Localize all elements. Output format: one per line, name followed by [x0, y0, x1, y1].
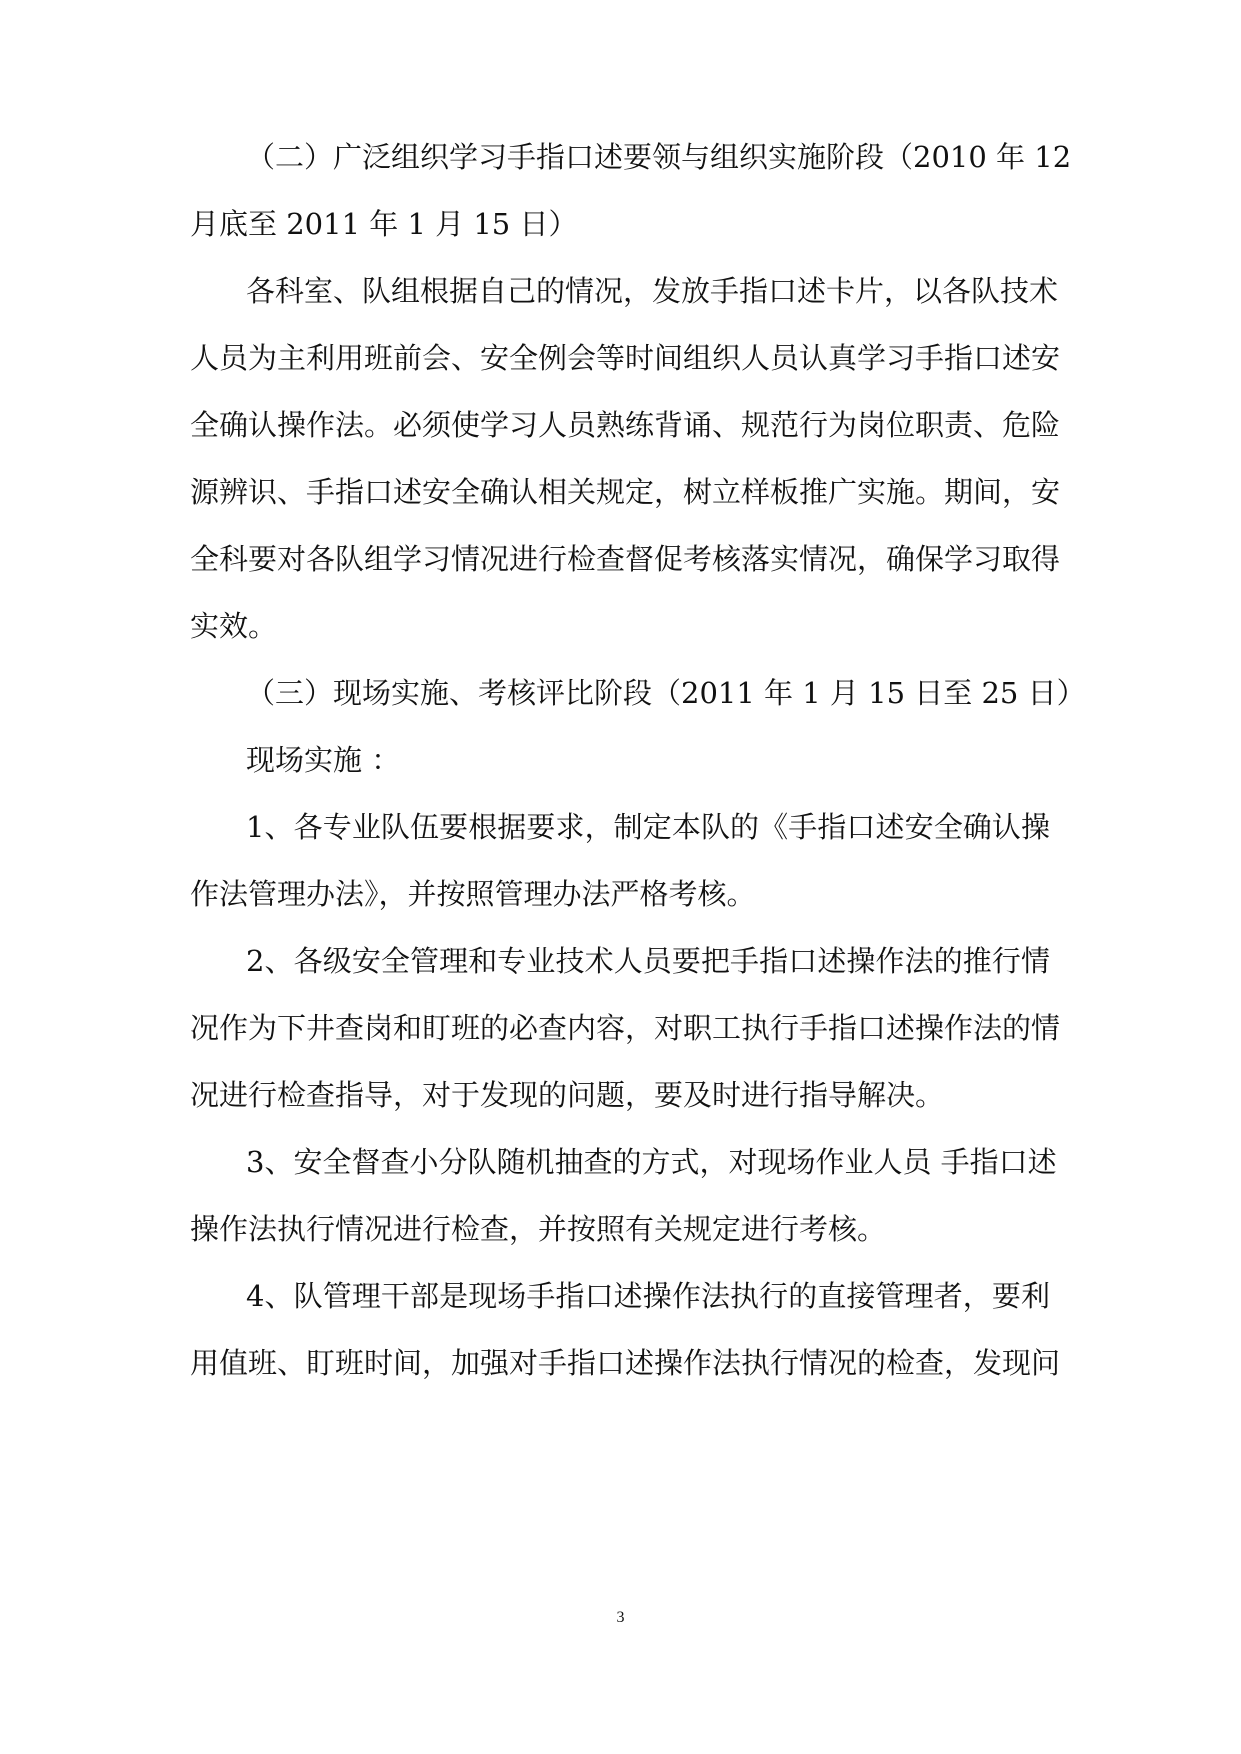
on-site-label: 现场实施 ：: [246, 743, 401, 777]
section-2-heading-line-2: 月底至 2011 年 1 月 15 日）: [190, 207, 578, 241]
item-1-line-2: 作法管理办法》，并按照管理办法严格考核。: [190, 877, 756, 911]
section-3-heading: （三）现场实施、考核评比阶段（2011 年 1 月 15 日至 25 日）: [246, 676, 1086, 710]
item-2-line-1: 2、各级安全管理和专业技术人员要把手指口述操作法的推行情: [246, 944, 1050, 978]
section-2-body-line-6: 实效。: [190, 609, 278, 643]
section-2-body-line-5: 全科要对各队组学习情况进行检查督促考核落实情况，确保学习取得: [190, 542, 1061, 576]
item-3-line-2: 操作法执行情况进行检查，并按照有关规定进行考核。: [190, 1212, 887, 1246]
item-3-line-1: 3、安全督查小分队随机抽查的方式，对现场作业人员 手指口述: [246, 1145, 1057, 1179]
item-1-line-1: 1、各专业队伍要根据要求，制定本队的《手指口述安全确认操: [246, 810, 1050, 844]
section-2-body-line-4: 源辨识、手指口述安全确认相关规定，树立样板推广实施。期间，安: [190, 475, 1061, 509]
page-number: 3: [616, 1609, 625, 1626]
item-4-line-1: 4、队管理干部是现场手指口述操作法执行的直接管理者，要利: [246, 1279, 1050, 1313]
item-2-line-3: 况进行检查指导，对于发现的问题，要及时进行指导解决。: [190, 1078, 945, 1112]
section-2-body-line-2: 人员为主利用班前会、安全例会等时间组织人员认真学习手指口述安: [190, 341, 1061, 375]
section-2-body-line-1: 各科室、队组根据自己的情况，发放手指口述卡片，以各队技术: [246, 274, 1059, 308]
section-2-heading-line-1: （二）广泛组织学习手指口述要领与组织实施阶段（2010 年 12: [246, 140, 1072, 174]
section-2-body-line-3: 全确认操作法。必须使学习人员熟练背诵、规范行为岗位职责、危险: [190, 408, 1061, 442]
item-2-line-2: 况作为下井查岗和盯班的必查内容，对职工执行手指口述操作法的情: [190, 1011, 1061, 1045]
item-4-line-2: 用值班、盯班时间，加强对手指口述操作法执行情况的检查，发现问: [190, 1346, 1061, 1380]
